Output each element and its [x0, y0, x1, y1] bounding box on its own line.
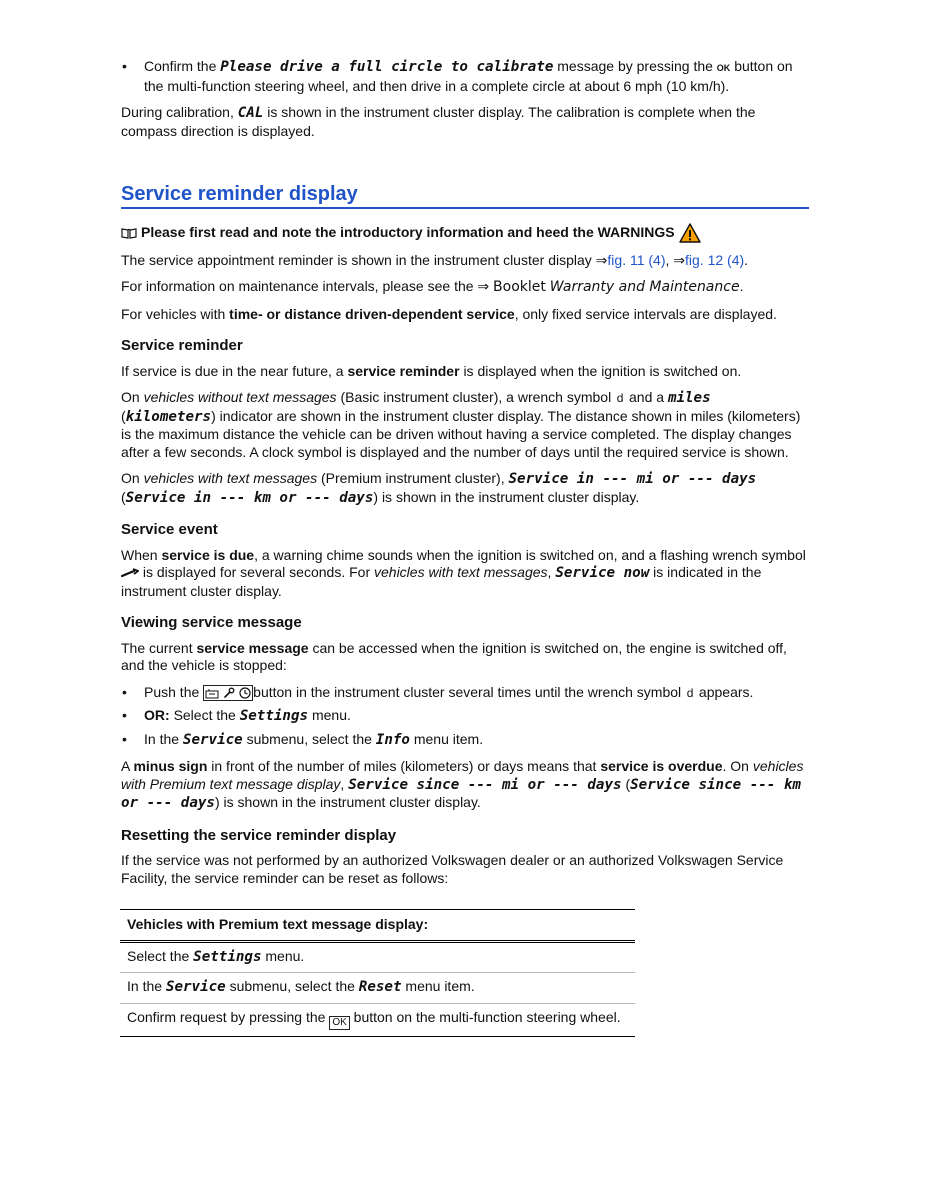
resetting-heading: Resetting the service reminder display — [121, 826, 397, 844]
cluster-button-icon — [203, 685, 253, 701]
bullet-dot: • — [122, 730, 127, 747]
service-reminder-heading: Service reminder — [121, 337, 243, 354]
section-title: Service reminder display — [121, 186, 809, 209]
appointment-paragraph: The service appointment reminder is shown in the instrument cluster display ⇒fig. 11 (4), ⇒fig. 12 (4). — [121, 251, 749, 268]
fixed-intervals-paragraph: For vehicles with time- or distance driven-dependent service, only fixed service intervals are displayed. — [121, 305, 777, 322]
service-event-heading: Service event — [121, 521, 218, 538]
resetting-paragraph: If the service was not performed by an authorized Volkswagen dealer or an authorized Volkswagen Service Facility, the service reminder can be reset as follows: — [121, 852, 784, 886]
warning-triangle-icon — [679, 223, 701, 243]
warning-note: Please first read and note the introductory information and heed the WARNINGS — [121, 223, 809, 243]
bullet-dot: • — [122, 58, 127, 74]
service-event-paragraph: When service is due, a warning chime sounds when the ignition is switched on, and a flashing wrench symbol is displayed for several seconds. For vehicles with text messages, Service now is indicated in the instrument cluster display. — [121, 546, 806, 599]
calibration-paragraph: During calibration, CAL is shown in the instrument cluster display. The calibration is complete when the compass direction is displayed. — [121, 104, 756, 139]
reset-steps-table — [120, 909, 635, 1037]
table-row: Select the Settings menu. — [120, 941, 635, 973]
wrench-icon: d — [616, 391, 624, 405]
book-icon — [121, 227, 137, 239]
viewing-heading: Viewing service message — [121, 614, 302, 631]
arrow-symbol: ⇒ — [673, 251, 686, 268]
premium-cluster-paragraph: On vehicles with text messages (Premium instrument cluster), Service in --- mi or --- days (Service in --- km or --- days) is shown in the instrument cluster display. — [121, 470, 757, 506]
manual-page — [121, 58, 809, 1037]
service-reminder-paragraph: If service is due in the near future, a service reminder is displayed when the ignition is switched on. — [121, 362, 742, 379]
calibrate-bullet: • Confirm the Please drive a full circle to calibrate message by pressing the OK button on the multi-function steering wheel, and then drive in a complete circle at about 6 mph (10 km/h). — [122, 58, 793, 94]
bullet-dot: • — [122, 683, 127, 700]
basic-cluster-paragraph: On vehicles without text messages (Basic instrument cluster), a wrench symbol d and a miles (kilometers) indicator are shown in the instrument cluster display. The distance shown in miles (kilometers) is the maximum distance the vehicle can be driven without having a service completed. The display changes after a few seconds. A clock symbol is displayed and the number of days until the required service is shown. — [121, 389, 801, 460]
table-row: Confirm request by pressing the OK button on the multi-function steering wheel. — [120, 1003, 635, 1036]
table-row: In the Service submenu, select the Reset menu item. — [120, 973, 635, 1004]
fig-12-link[interactable]: fig. 12 (4) — [685, 251, 745, 268]
ok-button-icon: OK — [329, 1016, 349, 1030]
booklet-title: Warranty and Maintenance — [549, 279, 740, 295]
maintenance-paragraph: For information on maintenance intervals, please see the ⇒ Booklet Warranty and Maintenance. — [121, 278, 744, 295]
table-header: Vehicles with Premium text message display: — [120, 910, 635, 942]
or-settings-bullet: • OR: Select the Settings menu. — [122, 707, 351, 724]
booklet-reference: Booklet — [493, 279, 546, 295]
viewing-paragraph: The current service message can be accessed when the ignition is switched on, the engine is switched off, and the vehicle is stopped: — [121, 639, 787, 673]
arrow-symbol: ⇒ — [477, 278, 490, 294]
info-menu-bullet: • In the Service submenu, select the Info menu item. — [122, 730, 484, 748]
table-header-row — [120, 910, 635, 942]
wrench-icon: d — [686, 685, 694, 700]
flashing-wrench-icon — [121, 568, 139, 578]
push-button-bullet: • Push the button in the instrument cluster several times until the wrench symbol d appears. — [121, 684, 809, 703]
overdue-paragraph: A minus sign in front of the number of miles (kilometers) or days means that service is overdue. On vehicles with Premium text message display, Service since --- mi or --- days (Service since --- km or --- days) is shown in the instrument cluster display. — [121, 758, 804, 811]
arrow-symbol: ⇒ — [595, 251, 608, 268]
clock-icon — [239, 687, 251, 699]
display-cal: CAL — [237, 105, 264, 121]
ok-symbol: OK — [716, 63, 731, 73]
display-message: Please drive a full circle to calibrate — [220, 59, 554, 75]
fig-11-link[interactable]: fig. 11 (4) — [607, 251, 666, 268]
bullet-dot: • — [122, 707, 127, 723]
wrench-icon — [223, 687, 235, 699]
odometer-icon — [205, 688, 219, 699]
